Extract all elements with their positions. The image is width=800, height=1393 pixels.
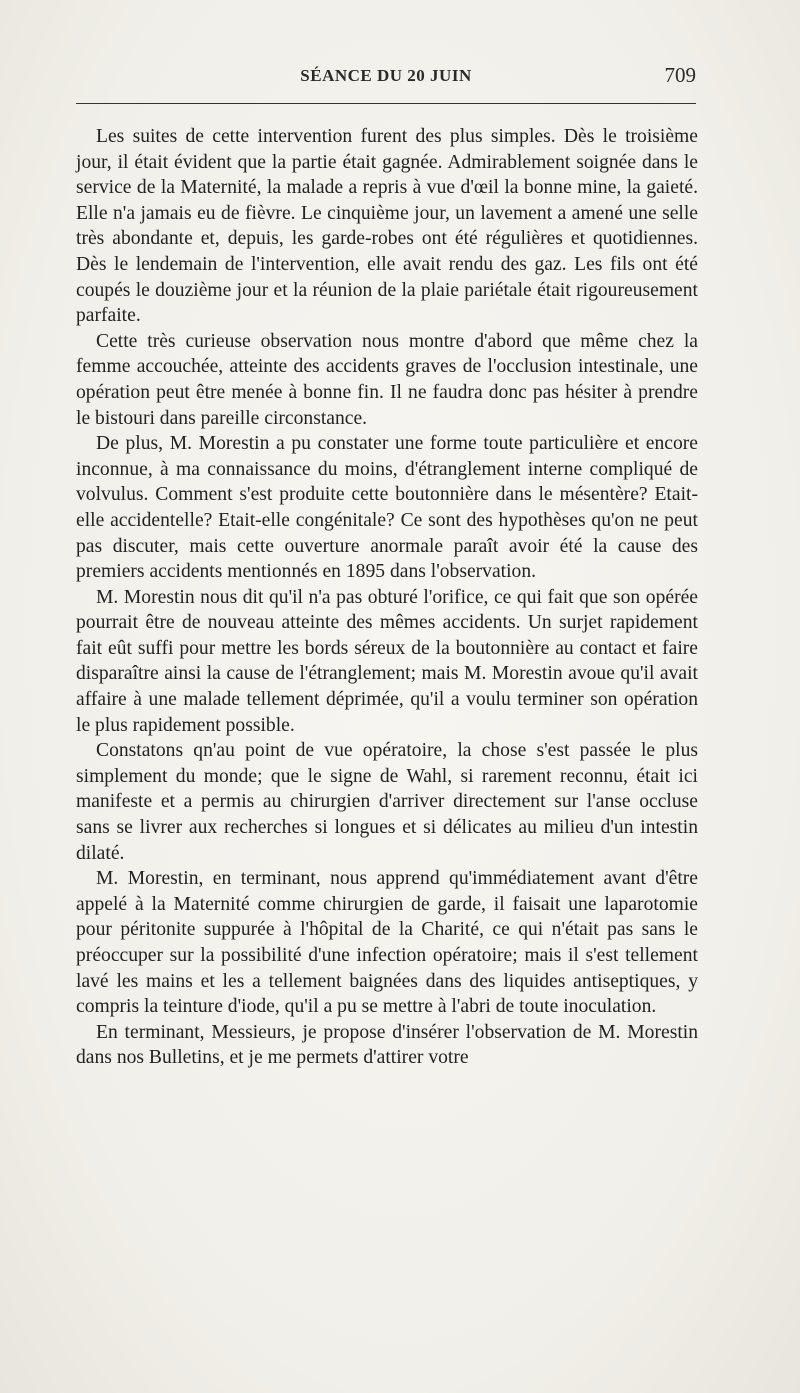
paragraph: Les suites de cette intervention furent des plus simples. Dès le troisième jour, il était évident que la partie était gagnée. Admirablement soignée dans le service de la Maternité, la malade a repris à vue d'œil la bonne mine, la gaieté. Elle n'a jamais eu de fièvre. Le cinquième jour, un lavement a amené une selle très abondante et, depuis, les garde-robes ont été régulières et quotidiennes. Dès le lendemain de l'intervention, elle avait rendu des gaz. Les fils ont été coupés le douzième jour et la réunion de la plaie pariétale était rigoureusement parfaite. [76,126,698,327]
body-text [76,124,698,1071]
page-header [76,63,696,96]
paragraph: M. Morestin nous dit qu'il n'a pas obturé l'orifice, ce qui fait que son opérée pourrait être de nouveau atteinte des mêmes accidents. Un surjet rapidement fait eût suffi pour mettre les bords séreux de la boutonnière au contact et faire disparaître ainsi la cause de l'étranglement; mais M. Morestin avoue qu'il avait affaire à une malade tellement déprimée, qu'il a voulu terminer son opération le plus rapidement possible. [76,586,698,736]
paragraph: De plus, M. Morestin a pu constater une forme toute particulière et encore inconnue, à ma connaissance du moins, d'étranglement interne compliqué de volvulus. Comment s'est produite cette boutonnière dans le mésentère? Etait-elle accidentelle? Etait-elle congénitale? Ce sont des hypothèses qu'on ne peut pas discuter, mais cette ouverture anormale paraît avoir été la cause des premiers accidents mentionnés en 1895 dans l'observation. [76,433,698,583]
page-number: 709 [664,63,696,87]
paragraph: Cette très curieuse observation nous montre d'abord que même chez la femme accouchée, atteinte des accidents graves de l'occlusion intestinale, une opération peut être menée à bonne fin. Il ne faudra donc pas hésiter à prendre le bistouri dans pareille circonstance. [76,330,698,429]
paragraph: En terminant, Messieurs, je propose d'insérer l'observation de M. Morestin dans nos Bulletins, et je me permets d'attirer votre [76,1021,698,1069]
running-head: SÉANCE DU 20 JUIN [300,66,472,85]
paragraph: M. Morestin, en terminant, nous apprend qu'immédiatement avant d'être appelé à la Maternité comme chirurgien de garde, il faisait une laparotomie pour péritonite suppurée à l'hôpital de la Charité, ce qui n'était pas sans le préoccuper sur la possibilité d'une infection opératoire; mais il s'est tellement lavé les mains et les a tellement baignées dans des liquides antiseptiques, y compris la teinture d'iode, qu'il a pu se mettre à l'abri de toute inoculation. [76,868,698,1018]
header-rule [76,103,696,104]
paragraph: Constatons qn'au point de vue opératoire, la chose s'est passée le plus simplement du monde; que le signe de Wahl, si rarement reconnu, était ici manifeste et a permis au chirurgien d'arriver directement sur l'anse occluse sans se livrer aux recherches si longues et si délicates au milieu d'un intestin dilaté. [76,740,698,864]
